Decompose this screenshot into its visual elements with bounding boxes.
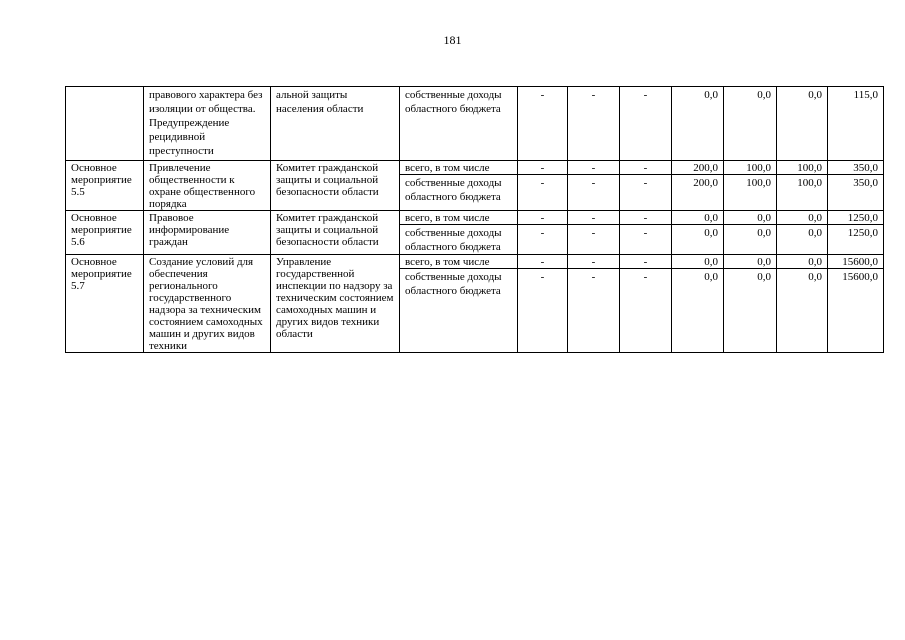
value-cell: - [620, 161, 672, 175]
value-cell: 0,0 [724, 87, 777, 161]
table-row [66, 255, 884, 269]
value-cell: 200,0 [672, 175, 724, 211]
value-cell: - [568, 255, 620, 269]
value-cell: - [568, 269, 620, 353]
value-cell: - [568, 175, 620, 211]
value-cell: 100,0 [724, 161, 777, 175]
value-cell: 0,0 [672, 225, 724, 255]
value-cell: - [620, 225, 672, 255]
table-row [66, 87, 884, 161]
measure-cell: Основное мероприятие 5.6 [66, 211, 144, 255]
value-cell: 0,0 [724, 211, 777, 225]
value-cell: - [620, 269, 672, 353]
value-cell: - [568, 87, 620, 161]
source-cell: всего, в том числе [400, 211, 518, 225]
value-cell: 0,0 [672, 87, 724, 161]
value-cell: 0,0 [777, 87, 828, 161]
budget-table [65, 86, 884, 353]
value-cell: 1250,0 [828, 225, 884, 255]
value-cell: 100,0 [724, 175, 777, 211]
measure-name-cell: Привлечение общественности к охране общественного порядка [144, 161, 271, 211]
value-cell: - [620, 255, 672, 269]
source-cell: собственные доходы областного бюджета [400, 269, 518, 353]
value-cell: 0,0 [724, 225, 777, 255]
value-cell: 0,0 [777, 255, 828, 269]
value-cell: - [518, 175, 568, 211]
value-cell: - [518, 269, 568, 353]
value-cell: 0,0 [672, 269, 724, 353]
source-cell: собственные доходы областного бюджета [400, 87, 518, 161]
page-number: 181 [443, 33, 462, 47]
measure-name-cell: правового характера без изоляции от общества. Предупреждение рецидивной преступности [144, 87, 271, 161]
executor-cell: Комитет гражданской защиты и социальной безопасности области [271, 161, 400, 211]
value-cell: 0,0 [777, 225, 828, 255]
value-cell: 0,0 [724, 255, 777, 269]
value-cell: 15600,0 [828, 255, 884, 269]
value-cell: 1250,0 [828, 211, 884, 225]
value-cell: - [518, 255, 568, 269]
value-cell: 350,0 [828, 175, 884, 211]
executor-cell: Управление государственной инспекции по надзору за техническим состоянием самоходных машин и других видов техники области [271, 255, 400, 353]
value-cell: 350,0 [828, 161, 884, 175]
source-cell: всего, в том числе [400, 255, 518, 269]
value-cell: 0,0 [724, 269, 777, 353]
measure-cell: Основное мероприятие 5.7 [66, 255, 144, 353]
value-cell: - [620, 87, 672, 161]
source-cell: всего, в том числе [400, 161, 518, 175]
source-cell: собственные доходы областного бюджета [400, 175, 518, 211]
value-cell: - [518, 211, 568, 225]
measure-name-cell: Правовое информирование граждан [144, 211, 271, 255]
value-cell: 0,0 [672, 211, 724, 225]
value-cell: 0,0 [777, 211, 828, 225]
value-cell: - [620, 175, 672, 211]
source-cell: собственные доходы областного бюджета [400, 225, 518, 255]
measure-cell [66, 87, 144, 161]
executor-cell: Комитет гражданской защиты и социальной безопасности области [271, 211, 400, 255]
value-cell: 15600,0 [828, 269, 884, 353]
value-cell: - [518, 161, 568, 175]
measure-name-cell: Создание условий для обеспечения регионального государственного надзора за техническим состоянием самоходных машин и других видов техники [144, 255, 271, 353]
table-row [66, 211, 884, 225]
value-cell: - [568, 211, 620, 225]
value-cell: - [620, 211, 672, 225]
value-cell: - [568, 225, 620, 255]
value-cell: - [518, 225, 568, 255]
table-row [66, 161, 884, 175]
value-cell: 100,0 [777, 161, 828, 175]
value-cell: 0,0 [777, 269, 828, 353]
value-cell: - [568, 161, 620, 175]
value-cell: - [518, 87, 568, 161]
value-cell: 100,0 [777, 175, 828, 211]
value-cell: 0,0 [672, 255, 724, 269]
executor-cell: альной защиты населения области [271, 87, 400, 161]
value-cell: 115,0 [828, 87, 884, 161]
value-cell: 200,0 [672, 161, 724, 175]
measure-cell: Основное мероприятие 5.5 [66, 161, 144, 211]
